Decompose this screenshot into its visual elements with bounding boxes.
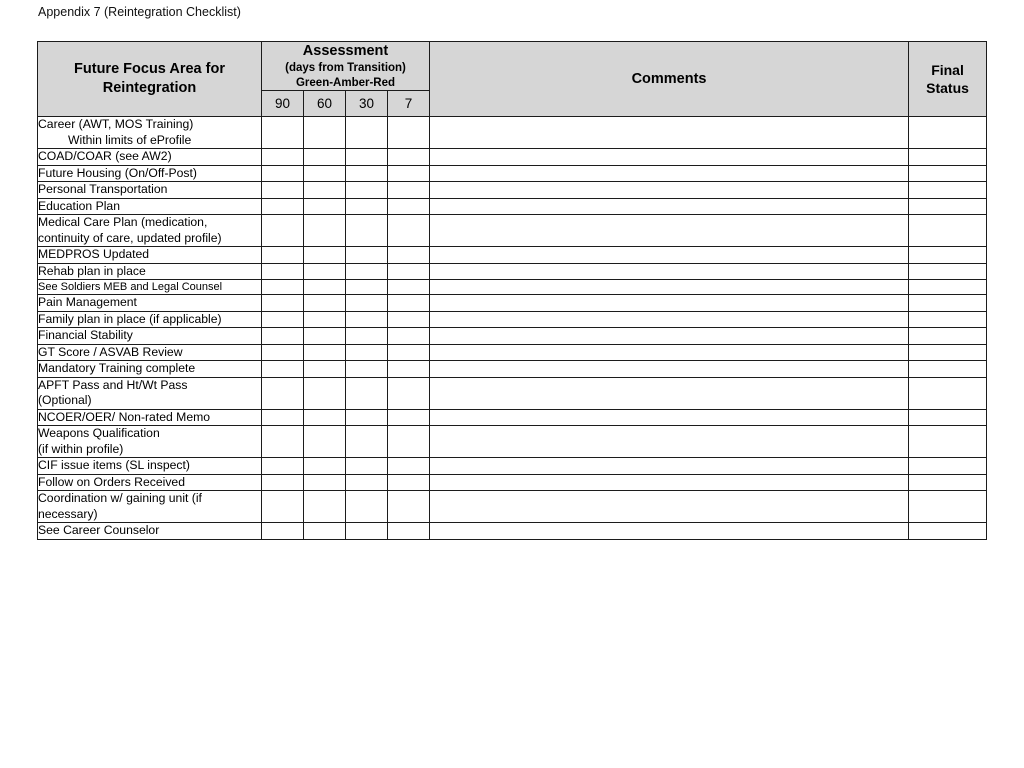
assessment-cell-day-7[interactable] xyxy=(388,295,430,312)
final-status-cell[interactable] xyxy=(909,328,987,345)
final-status-cell[interactable] xyxy=(909,361,987,378)
focus-area-label-line-2: (if within profile) xyxy=(38,441,124,456)
assessment-cell-day-90[interactable] xyxy=(262,328,304,345)
assessment-cell-day-30[interactable] xyxy=(346,149,388,166)
assessment-cell-day-90[interactable] xyxy=(262,165,304,182)
table-header xyxy=(38,42,987,117)
assessment-cell-day-60[interactable] xyxy=(304,280,346,295)
assessment-cell-day-60[interactable] xyxy=(304,295,346,312)
focus-area-label-line-1: GT Score / ASVAB Review xyxy=(38,344,183,359)
assessment-cell-day-30[interactable] xyxy=(346,377,388,409)
column-header-day-30: 30 xyxy=(346,91,388,117)
focus-area-label-line-1: See Soldiers MEB and Legal Counsel xyxy=(38,281,223,293)
final-status-cell[interactable] xyxy=(909,426,987,458)
final-status-line-2: Status xyxy=(926,80,969,96)
focus-area-label-line-1: See Career Counselor xyxy=(38,523,160,537)
final-status-cell[interactable] xyxy=(909,491,987,523)
focus-area-label-line-1: APFT Pass and Ht/Wt Pass xyxy=(38,377,188,392)
final-status-cell[interactable] xyxy=(909,377,987,409)
comments-cell[interactable] xyxy=(430,295,909,312)
table-row xyxy=(38,165,987,182)
focus-area-label-line-1: NCOER/OER/ Non-rated Memo xyxy=(38,409,211,424)
focus-area-cell xyxy=(38,149,262,166)
focus-area-label-line-2: Within limits of eProfile xyxy=(68,132,192,147)
assessment-cell-day-90[interactable] xyxy=(262,117,304,149)
final-status-cell[interactable] xyxy=(909,247,987,264)
table-row xyxy=(38,295,987,312)
focus-area-cell xyxy=(38,182,262,199)
focus-area-label-line-1: CIF issue items (SL inspect) xyxy=(38,458,190,472)
assessment-cell-day-60[interactable] xyxy=(304,474,346,491)
assessment-cell-day-7[interactable] xyxy=(388,474,430,491)
assessment-cell-day-60[interactable] xyxy=(304,426,346,458)
focus-area-label-line-1: Family plan in place (if applicable) xyxy=(38,311,222,326)
final-status-cell[interactable] xyxy=(909,215,987,247)
assessment-cell-day-7[interactable] xyxy=(388,458,430,475)
assessment-cell-day-60[interactable] xyxy=(304,409,346,426)
table-row xyxy=(38,198,987,215)
comments-cell[interactable] xyxy=(430,311,909,328)
assessment-cell-day-90[interactable] xyxy=(262,474,304,491)
assessment-cell-day-30[interactable] xyxy=(346,280,388,295)
table-row xyxy=(38,344,987,361)
focus-area-cell xyxy=(38,491,262,523)
final-status-cell[interactable] xyxy=(909,409,987,426)
assessment-cell-day-7[interactable] xyxy=(388,215,430,247)
table-row xyxy=(38,117,987,149)
table-row xyxy=(38,377,987,409)
assessment-cell-day-7[interactable] xyxy=(388,361,430,378)
assessment-cell-day-90[interactable] xyxy=(262,198,304,215)
reintegration-checklist-table-wrapper xyxy=(37,41,986,540)
final-status-cell[interactable] xyxy=(909,149,987,166)
column-header-day-90: 90 xyxy=(262,91,304,117)
table-row xyxy=(38,361,987,378)
focus-area-cell xyxy=(38,263,262,280)
assessment-cell-day-60[interactable] xyxy=(304,198,346,215)
focus-area-label-line-1: Follow on Orders Received xyxy=(38,474,185,489)
assessment-cell-day-30[interactable] xyxy=(346,426,388,458)
final-status-cell[interactable] xyxy=(909,182,987,199)
focus-area-label-line-1: MEDPROS Updated xyxy=(38,247,150,261)
assessment-cell-day-7[interactable] xyxy=(388,311,430,328)
table-row xyxy=(38,247,987,264)
assessment-cell-day-30[interactable] xyxy=(346,263,388,280)
assessment-cell-day-30[interactable] xyxy=(346,491,388,523)
assessment-cell-day-60[interactable] xyxy=(304,458,346,475)
assessment-cell-day-90[interactable] xyxy=(262,149,304,166)
assessment-cell-day-30[interactable] xyxy=(346,474,388,491)
assessment-cell-day-60[interactable] xyxy=(304,311,346,328)
comments-cell[interactable] xyxy=(430,409,909,426)
assessment-cell-day-30[interactable] xyxy=(346,409,388,426)
assessment-cell-day-30[interactable] xyxy=(346,311,388,328)
assessment-cell-day-60[interactable] xyxy=(304,149,346,166)
assessment-cell-day-30[interactable] xyxy=(346,247,388,264)
assessment-cell-day-7[interactable] xyxy=(388,491,430,523)
focus-area-label-line-2: necessary) xyxy=(38,506,98,521)
focus-area-label-line-1: COAD/COAR (see AW2) xyxy=(38,149,172,163)
assessment-cell-day-7[interactable] xyxy=(388,409,430,426)
assessment-cell-day-7[interactable] xyxy=(388,280,430,295)
assessment-cell-day-90[interactable] xyxy=(262,280,304,295)
assessment-subtitle-days: (days from Transition) xyxy=(285,62,406,74)
comments-cell[interactable] xyxy=(430,149,909,166)
final-status-cell[interactable] xyxy=(909,280,987,295)
comments-cell[interactable] xyxy=(430,491,909,523)
assessment-cell-day-90[interactable] xyxy=(262,377,304,409)
assessment-cell-day-7[interactable] xyxy=(388,263,430,280)
final-status-cell[interactable] xyxy=(909,263,987,280)
table-row xyxy=(38,458,987,475)
assessment-cell-day-60[interactable] xyxy=(304,361,346,378)
assessment-cell-day-90[interactable] xyxy=(262,523,304,540)
assessment-cell-day-60[interactable] xyxy=(304,328,346,345)
focus-area-cell xyxy=(38,198,262,215)
assessment-cell-day-90[interactable] xyxy=(262,311,304,328)
assessment-cell-day-90[interactable] xyxy=(262,344,304,361)
focus-area-label-line-1: Mandatory Training complete xyxy=(38,361,196,375)
assessment-cell-day-30[interactable] xyxy=(346,198,388,215)
final-status-cell[interactable] xyxy=(909,523,987,540)
comments-cell[interactable] xyxy=(430,263,909,280)
column-header-comments: Comments xyxy=(430,42,909,117)
comments-cell[interactable] xyxy=(430,280,909,295)
comments-cell[interactable] xyxy=(430,361,909,378)
final-status-cell[interactable] xyxy=(909,474,987,491)
assessment-cell-day-7[interactable] xyxy=(388,344,430,361)
focus-area-cell xyxy=(38,117,262,149)
assessment-cell-day-90[interactable] xyxy=(262,247,304,264)
table-body xyxy=(38,117,987,540)
focus-area-label-line-1: Coordination w/ gaining unit (if xyxy=(38,491,202,505)
final-status-line-1: Final xyxy=(931,62,964,78)
focus-area-label-line-1: Rehab plan in place xyxy=(38,263,146,278)
focus-area-cell xyxy=(38,311,262,328)
comments-cell[interactable] xyxy=(430,117,909,149)
assessment-cell-day-7[interactable] xyxy=(388,523,430,540)
assessment-title: Assessment xyxy=(302,43,389,59)
assessment-cell-day-7[interactable] xyxy=(388,426,430,458)
assessment-cell-day-7[interactable] xyxy=(388,165,430,182)
reintegration-checklist-table xyxy=(37,41,987,540)
focus-area-cell xyxy=(38,165,262,182)
focus-area-cell xyxy=(38,361,262,378)
focus-area-label-line-1: Medical Care Plan (medication, xyxy=(38,215,208,229)
table-row xyxy=(38,491,987,523)
table-row xyxy=(38,280,987,295)
assessment-cell-day-30[interactable] xyxy=(346,165,388,182)
assessment-cell-day-7[interactable] xyxy=(388,149,430,166)
focus-area-cell xyxy=(38,344,262,361)
final-status-cell[interactable] xyxy=(909,198,987,215)
assessment-cell-day-60[interactable] xyxy=(304,182,346,199)
page-title: Appendix 7 (Reintegration Checklist) xyxy=(38,5,241,19)
assessment-cell-day-7[interactable] xyxy=(388,198,430,215)
assessment-cell-day-7[interactable] xyxy=(388,117,430,149)
assessment-cell-day-90[interactable] xyxy=(262,458,304,475)
assessment-cell-day-7[interactable] xyxy=(388,328,430,345)
focus-area-cell xyxy=(38,426,262,458)
comments-cell[interactable] xyxy=(430,247,909,264)
assessment-cell-day-60[interactable] xyxy=(304,491,346,523)
assessment-cell-day-90[interactable] xyxy=(262,295,304,312)
focus-area-label-line-2: continuity of care, updated profile) xyxy=(38,230,222,245)
assessment-cell-day-7[interactable] xyxy=(388,247,430,264)
assessment-subtitle-gar: Green-Amber-Red xyxy=(295,76,396,89)
assessment-cell-day-30[interactable] xyxy=(346,295,388,312)
assessment-cell-day-60[interactable] xyxy=(304,247,346,264)
focus-area-label-line-1: Weapons Qualification xyxy=(38,426,160,440)
focus-area-cell xyxy=(38,523,262,540)
header-row-primary xyxy=(38,42,987,91)
assessment-cell-day-60[interactable] xyxy=(304,263,346,280)
assessment-cell-day-30[interactable] xyxy=(346,458,388,475)
column-header-final-status xyxy=(909,42,987,117)
table-row xyxy=(38,215,987,247)
final-status-cell[interactable] xyxy=(909,311,987,328)
table-row xyxy=(38,263,987,280)
final-status-cell[interactable] xyxy=(909,344,987,361)
comments-cell[interactable] xyxy=(430,458,909,475)
focus-area-cell xyxy=(38,295,262,312)
focus-area-cell xyxy=(38,377,262,409)
assessment-cell-day-60[interactable] xyxy=(304,344,346,361)
assessment-cell-day-7[interactable] xyxy=(388,377,430,409)
focus-area-label-line-1: Education Plan xyxy=(38,198,120,213)
table-row xyxy=(38,149,987,166)
assessment-cell-day-30[interactable] xyxy=(346,117,388,149)
comments-cell[interactable] xyxy=(430,344,909,361)
column-header-day-60: 60 xyxy=(304,91,346,117)
assessment-cell-day-60[interactable] xyxy=(304,523,346,540)
focus-area-label-line-1: Future Housing (On/Off-Post) xyxy=(38,165,197,180)
comments-cell[interactable] xyxy=(430,377,909,409)
comments-cell[interactable] xyxy=(430,328,909,345)
assessment-cell-day-60[interactable] xyxy=(304,377,346,409)
comments-cell[interactable] xyxy=(430,523,909,540)
focus-area-cell xyxy=(38,474,262,491)
focus-area-cell xyxy=(38,458,262,475)
focus-area-label-line-1: Financial Stability xyxy=(38,328,133,342)
comments-cell[interactable] xyxy=(430,182,909,199)
table-row xyxy=(38,426,987,458)
focus-area-cell xyxy=(38,409,262,426)
focus-area-cell xyxy=(38,280,262,295)
table-row xyxy=(38,311,987,328)
column-header-day-7: 7 xyxy=(388,91,430,117)
final-status-cell[interactable] xyxy=(909,458,987,475)
assessment-cell-day-90[interactable] xyxy=(262,409,304,426)
assessment-cell-day-60[interactable] xyxy=(304,117,346,149)
focus-area-label-line-1: Personal Transportation xyxy=(38,182,168,196)
focus-area-label-line-2: (Optional) xyxy=(38,393,92,407)
assessment-cell-day-30[interactable] xyxy=(346,215,388,247)
focus-area-label-line-1: Career (AWT, MOS Training) xyxy=(38,117,194,131)
assessment-cell-day-90[interactable] xyxy=(262,491,304,523)
assessment-cell-day-60[interactable] xyxy=(304,165,346,182)
focus-area-cell xyxy=(38,328,262,345)
column-header-assessment xyxy=(262,42,430,91)
focus-area-label-line-1: Pain Management xyxy=(38,295,137,309)
table-row xyxy=(38,474,987,491)
comments-cell[interactable] xyxy=(430,474,909,491)
assessment-cell-day-90[interactable] xyxy=(262,215,304,247)
assessment-cell-day-7[interactable] xyxy=(388,182,430,199)
comments-cell[interactable] xyxy=(430,198,909,215)
focus-area-cell xyxy=(38,247,262,264)
assessment-cell-day-60[interactable] xyxy=(304,215,346,247)
assessment-cell-day-90[interactable] xyxy=(262,361,304,378)
assessment-cell-day-30[interactable] xyxy=(346,328,388,345)
assessment-cell-day-30[interactable] xyxy=(346,182,388,199)
assessment-cell-day-90[interactable] xyxy=(262,263,304,280)
final-status-cell[interactable] xyxy=(909,295,987,312)
table-row xyxy=(38,328,987,345)
comments-cell[interactable] xyxy=(430,215,909,247)
assessment-cell-day-90[interactable] xyxy=(262,426,304,458)
comments-cell[interactable] xyxy=(430,165,909,182)
comments-cell[interactable] xyxy=(430,426,909,458)
table-row xyxy=(38,523,987,540)
final-status-cell[interactable] xyxy=(909,165,987,182)
focus-area-cell xyxy=(38,215,262,247)
table-row xyxy=(38,182,987,199)
assessment-cell-day-30[interactable] xyxy=(346,344,388,361)
assessment-cell-day-90[interactable] xyxy=(262,182,304,199)
column-header-focus-area: Future Focus Area for Reintegration xyxy=(38,42,262,117)
final-status-cell[interactable] xyxy=(909,117,987,149)
table-row xyxy=(38,409,987,426)
assessment-cell-day-30[interactable] xyxy=(346,361,388,378)
assessment-cell-day-30[interactable] xyxy=(346,523,388,540)
